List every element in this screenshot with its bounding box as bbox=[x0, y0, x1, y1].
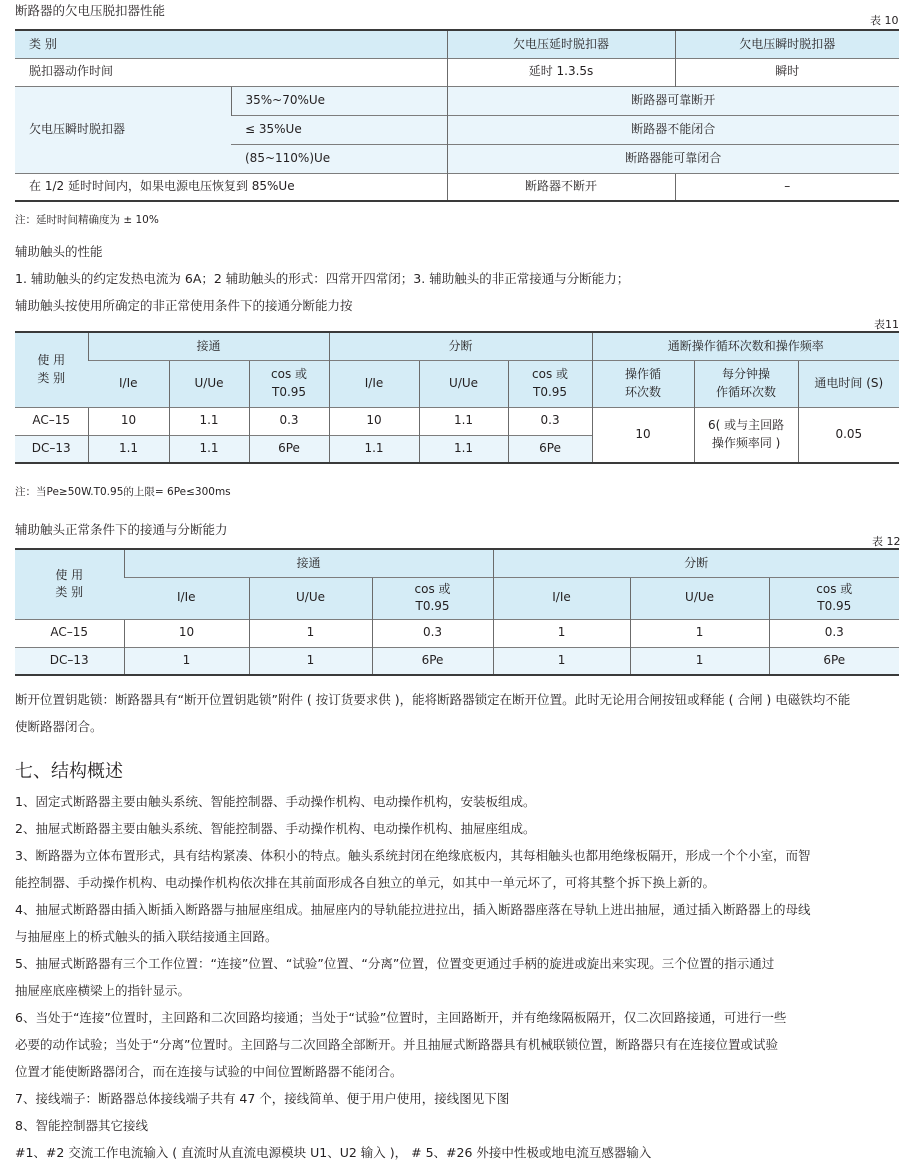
table-cell: 6Pe bbox=[508, 435, 592, 463]
table-cell: 1.1 bbox=[419, 407, 508, 435]
table-header: I/Ie bbox=[493, 577, 630, 619]
table-cell: 1 bbox=[493, 619, 630, 647]
table-number-12: 表 12 bbox=[872, 535, 901, 548]
text-line: 能控制器、手动操作机构、电动操作机构依次排在其前面形成各自独立的单元，如其中一单元坏了，可将其整个拆下换上新的。 bbox=[15, 875, 716, 890]
table-header bbox=[372, 577, 493, 619]
table-cell: 0.3 bbox=[508, 407, 592, 435]
table-cell: 0.3 bbox=[372, 619, 493, 647]
table-cell: 35%~70%Ue bbox=[231, 86, 447, 115]
table-cell: 0.05 bbox=[798, 407, 899, 463]
table-cell: 断路器可靠断开 bbox=[447, 86, 899, 115]
table-cell: 脱扣器动作时间 bbox=[15, 58, 447, 86]
table-cell: 0.3 bbox=[249, 407, 329, 435]
table-header: 分断 bbox=[493, 549, 899, 577]
table-cell: AC–15 bbox=[15, 407, 88, 435]
header-line: T0.95 bbox=[415, 599, 450, 613]
header-line: cos 或 bbox=[414, 581, 451, 596]
table-cell: 10 bbox=[88, 407, 169, 435]
table-cell: 1.1 bbox=[419, 435, 508, 463]
table-header bbox=[249, 360, 329, 407]
cell-line: 操作频率同 ) bbox=[711, 435, 781, 450]
text-line: 抽屉座底座横梁上的指针显示。 bbox=[15, 983, 191, 998]
section-title-aux-normal: 辅助触头正常条件下的接通与分断能力 bbox=[15, 522, 228, 537]
table-header: U/Ue bbox=[630, 577, 769, 619]
header-line: T0.95 bbox=[817, 599, 852, 613]
table-header: U/Ue bbox=[249, 577, 372, 619]
header-line: 操作循 bbox=[625, 367, 662, 382]
table-cell: 1.1 bbox=[169, 407, 249, 435]
table-header: 欠电压瞬时脱扣器 bbox=[675, 30, 899, 58]
table-number-11: 表11 bbox=[874, 318, 899, 331]
table-cell: 1.1 bbox=[169, 435, 249, 463]
table-header: 欠电压延时脱扣器 bbox=[447, 30, 675, 58]
section-heading-structure: 七、结构概述 bbox=[15, 761, 123, 782]
text-line: 3、断路器为立体布置形式，具有结构紧凑、体积小的特点。触头系统封闭在绝缘底板内，其每相触头也都用绝缘板隔开，形成一个个小室，而智 bbox=[15, 848, 811, 863]
header-line: 环次数 bbox=[625, 384, 662, 399]
table-cell: – bbox=[675, 173, 899, 201]
table-cell: 1.1 bbox=[329, 435, 419, 463]
text-line: 辅助触头按使用所确定的非正常使用条件下的接通分断能力按 bbox=[15, 298, 353, 313]
table-header: 接通 bbox=[124, 549, 493, 577]
header-line: T0.95 bbox=[533, 384, 568, 399]
table-cell: 断路器能可靠闭合 bbox=[447, 144, 899, 173]
table-cell: 6Pe bbox=[769, 647, 899, 675]
table-header bbox=[592, 360, 694, 407]
text-line: 2、抽屉式断路器主要由触头系统、智能控制器、手动操作机构、电动操作机构、抽屉座组成。 bbox=[15, 821, 536, 836]
table-cell: 10 bbox=[329, 407, 419, 435]
header-line: cos 或 bbox=[816, 581, 853, 596]
aux-abnormal-table bbox=[15, 331, 899, 464]
table-cell: 欠电压瞬时脱扣器 bbox=[15, 86, 231, 173]
header-line: T0.95 bbox=[271, 384, 307, 399]
cell-line: 6( 或与主回路 bbox=[707, 418, 785, 433]
table-cell: ≤ 35%Ue bbox=[231, 115, 447, 144]
table-header bbox=[769, 577, 899, 619]
table-cell: (85~110%)Ue bbox=[231, 144, 447, 173]
text-line: 与抽屉座上的桥式触头的插入联结接通主回路。 bbox=[15, 929, 278, 944]
table-header bbox=[15, 549, 124, 619]
table-header: 通断操作循环次数和操作频率 bbox=[592, 332, 899, 360]
header-line: 每分钟操 bbox=[722, 367, 771, 382]
table-header: U/Ue bbox=[169, 360, 249, 407]
table-cell: 1 bbox=[630, 619, 769, 647]
table-cell: 1 bbox=[249, 619, 372, 647]
header-line: 类 别 bbox=[37, 370, 66, 385]
table-cell: 1 bbox=[493, 647, 630, 675]
text-line: 6、当处于“连接”位置时，主回路和二次回路均接通；当处于“试验”位置时，主回路断开，并有绝缘隔板隔开，仅二次回路接通，可进行一些 bbox=[15, 1010, 787, 1025]
table-header: I/Ie bbox=[124, 577, 249, 619]
structure-list bbox=[15, 788, 810, 1166]
text-line: 8、智能控制器其它接线 bbox=[15, 1118, 148, 1133]
text-line: #1、#2 交流工作电流输入 ( 直流时从直流电源模块 U1、U2 输入 )， # 5、#26 外接中性极或地电流互感器输入 bbox=[15, 1145, 652, 1160]
table-header: I/Ie bbox=[329, 360, 419, 407]
table-cell: 1.1 bbox=[88, 435, 169, 463]
section-title-undervoltage: 断路器的欠电压脱扣器性能 bbox=[15, 3, 166, 18]
table-header: U/Ue bbox=[419, 360, 508, 407]
text-line: 断开位置钥匙锁：断路器具有“断开位置钥匙锁”附件 ( 按订货要求供 )，能将断路器锁定在断开位置。此时无论用合闸按钮或释能 ( 合闸 ) 电磁铁均不能 bbox=[15, 692, 851, 707]
table-cell: 断路器不断开 bbox=[447, 173, 675, 201]
table-cell: 延时 1.3.5s bbox=[447, 58, 675, 86]
table-cell: 瞬时 bbox=[675, 58, 899, 86]
header-line: 作循环次数 bbox=[716, 384, 777, 399]
table-header: 类 别 bbox=[15, 30, 447, 58]
table-header: 分断 bbox=[329, 332, 592, 360]
table-header: I/Ie bbox=[88, 360, 169, 407]
text-line: 7、接线端子：断路器总体接线端子共有 47 个，接线简单、便于用户使用，接线图见下图 bbox=[15, 1091, 510, 1106]
text-line: 使断路器闭合。 bbox=[15, 719, 103, 734]
table-cell: 10 bbox=[592, 407, 694, 463]
table-cell: DC–13 bbox=[15, 435, 88, 463]
table-cell: 断路器不能闭合 bbox=[447, 115, 899, 144]
table-cell: AC–15 bbox=[15, 619, 124, 647]
table-cell: 1 bbox=[124, 647, 249, 675]
table-cell: 1 bbox=[249, 647, 372, 675]
text-line: 位置才能使断路器闭合，而在连接与试验的中间位置断路器不能闭合。 bbox=[15, 1064, 403, 1079]
text-line: 1. 辅助触头的约定发热电流为 6A；2 辅助触头的形式：四常开四常闭；3. 辅助触头的非正常接通与分断能力； bbox=[15, 271, 630, 286]
header-line: cos 或 bbox=[532, 367, 569, 382]
table-cell: 1 bbox=[630, 647, 769, 675]
table-cell: 6Pe bbox=[249, 435, 329, 463]
section-title-aux-contacts: 辅助触头的性能 bbox=[15, 244, 103, 259]
table-header bbox=[15, 332, 88, 407]
text-line: 4、抽屉式断路器由插入断插入断路器与抽屉座组成。抽屉座内的导轨能拉进拉出，插入断路器座落在导轨上进出抽屉，通过插入断路器上的母线 bbox=[15, 902, 811, 917]
undervoltage-table bbox=[15, 29, 899, 202]
table-note: 注：当Pe≥50W.T0.95的上限= 6Pe≤300ms bbox=[15, 486, 231, 498]
text-line: 5、抽屉式断路器有三个工作位置：“连接”位置、“试验”位置、“分离”位置，位置变更通过手柄的旋进或旋出来实现。三个位置的指示通过 bbox=[15, 956, 775, 971]
table-header bbox=[508, 360, 592, 407]
header-line: 使 用 bbox=[55, 567, 84, 582]
table-cell: 0.3 bbox=[769, 619, 899, 647]
table-header: 接通 bbox=[88, 332, 329, 360]
table-cell: DC–13 bbox=[15, 647, 124, 675]
table-header: 通电时间 (S) bbox=[798, 360, 899, 407]
header-line: cos 或 bbox=[271, 367, 308, 382]
table-cell: 10 bbox=[124, 619, 249, 647]
key-lock-paragraph bbox=[15, 686, 850, 740]
text-line: 必要的动作试验；当处于“分离”位置时。主回路与二次回路全部断开。并且抽屉式断路器具有机械联锁位置，断路器只有在连接位置或试验 bbox=[15, 1037, 778, 1052]
table-number-10: 表 10 bbox=[870, 14, 899, 27]
table-header bbox=[694, 360, 798, 407]
table-cell bbox=[694, 407, 798, 463]
aux-normal-table bbox=[15, 548, 899, 676]
text-line: 1、固定式断路器主要由触头系统、智能控制器、手动操作机构、电动操作机构，安装板组成。 bbox=[15, 794, 536, 809]
table-note: 注：延时时间精确度为 ± 10% bbox=[15, 214, 159, 226]
table-cell: 6Pe bbox=[372, 647, 493, 675]
header-line: 类 别 bbox=[55, 585, 84, 600]
header-line: 使 用 bbox=[37, 353, 66, 368]
table-cell: 在 1/2 延时时间内，如果电源电压恢复到 85%Ue bbox=[15, 173, 447, 201]
